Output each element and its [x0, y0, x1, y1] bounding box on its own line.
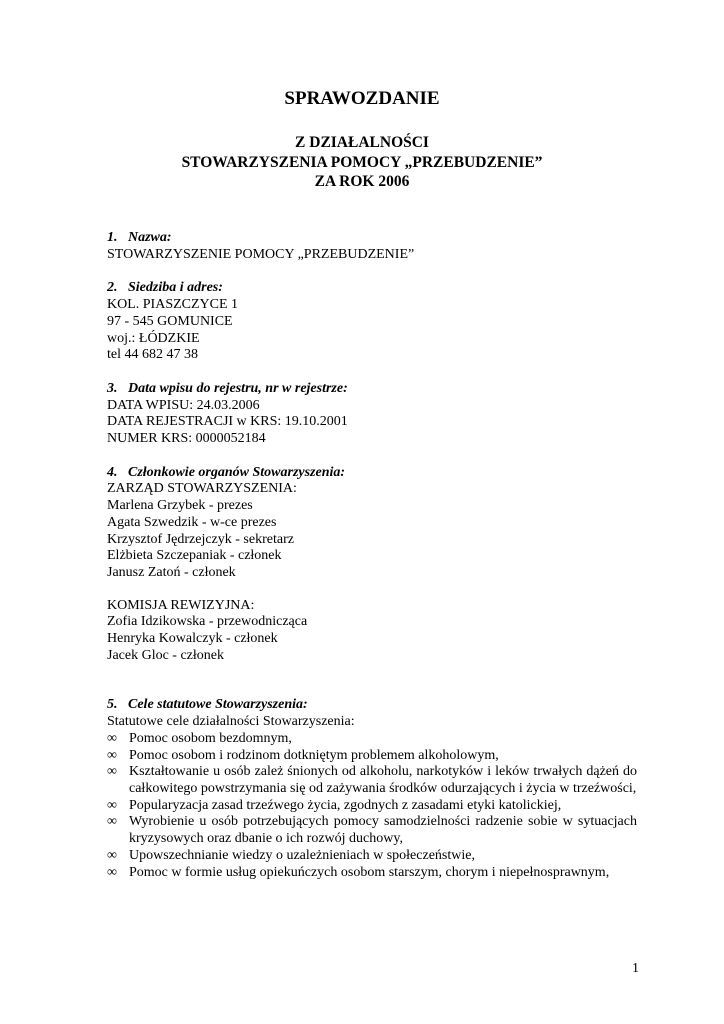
subtitle-line: ZA ROK 2006	[314, 173, 410, 190]
section-line: 97 - 545 GOMUNICE	[107, 313, 233, 329]
section-line: KOL. PIASZCZYCE 1	[107, 297, 239, 313]
board-member: Janusz Zatoń - członek	[107, 564, 236, 580]
section-line: DATA WPISU: 24.03.2006	[107, 397, 260, 413]
section-line: DATA REJESTRACJI w KRS: 19.10.2001	[107, 414, 348, 430]
document-body	[107, 230, 637, 881]
section-name	[107, 230, 637, 263]
infinity-bullet-icon: ∞	[107, 814, 117, 830]
goals-intro: Statutowe cele działalności Stowarzyszenia:	[107, 714, 355, 730]
section-address	[107, 280, 637, 364]
subtitle-line: Z DZIAŁALNOŚCI	[295, 134, 429, 151]
section-heading	[107, 697, 637, 714]
section-registry	[107, 381, 637, 448]
list-item	[107, 764, 637, 797]
goal-text: Wyrobienie u osób potrzebujących pomocy samodzielności radzenie sobie w sytuacjach kryzysowych oraz dbanie o ich rozwój duchowy,	[129, 814, 637, 847]
infinity-bullet-icon: ∞	[107, 797, 117, 813]
section-title: Członkowie organów Stowarzyszenia:	[128, 464, 346, 480]
section-heading	[107, 280, 637, 297]
section-line: STOWARZYSZENIE POMOCY „PRZEBUDZENIE”	[107, 246, 415, 262]
audit-member: Jacek Gloc - członek	[107, 647, 224, 663]
board-member: Elżbieta Szczepaniak - członek	[107, 548, 282, 564]
section-title: Nazwa:	[128, 230, 172, 245]
section-goals	[107, 697, 637, 881]
list-item	[107, 865, 637, 882]
goals-list	[107, 731, 637, 881]
section-number: 1.	[107, 230, 118, 245]
infinity-bullet-icon: ∞	[107, 747, 117, 763]
section-title: Data wpisu do rejestru, nr w rejestrze:	[128, 380, 348, 396]
goal-text: Upowszechnianie wiedzy o uzależnieniach w społeczeństwie,	[129, 847, 475, 863]
audit-member: Zofia Idzikowska - przewodnicząca	[107, 614, 308, 630]
section-title: Siedziba i adres:	[128, 280, 223, 296]
goal-text: Pomoc osobom i rodzinom dotkniętym problemem alkoholowym,	[129, 747, 499, 763]
infinity-bullet-icon: ∞	[107, 730, 117, 746]
section-heading	[107, 230, 637, 247]
goal-text: Pomoc w formie usług opiekuńczych osobom starszym, chorym i niepełnosprawnym,	[129, 864, 610, 880]
board-member: Krzysztof Jędrzejczyk - sekretarz	[107, 531, 294, 547]
subtitle-line: STOWARZYSZENIA POMOCY „PRZEBUDZENIE”	[181, 153, 543, 171]
section-number: 5.	[107, 697, 118, 713]
section-title: Cele statutowe Stowarzyszenia:	[128, 697, 308, 713]
goal-text: Pomoc osobom bezdomnym,	[129, 730, 292, 746]
section-heading	[107, 465, 637, 482]
document-title: SPRAWOZDANIE	[284, 88, 440, 109]
list-item	[107, 731, 637, 748]
document-subtitle	[0, 133, 724, 192]
section-members	[107, 465, 637, 665]
section-line: tel 44 682 47 38	[107, 347, 198, 363]
list-item	[107, 798, 637, 815]
board-member: Agata Szwedzik - w-ce prezes	[107, 514, 277, 530]
goal-text: Kształtowanie u osób zależ śnionych od alkoholu, narkotyków i leków trwałych dążeń do całkowitego powstrzymania się od zażywania środków odurzających i życia w trzeźwości,	[129, 764, 637, 796]
infinity-bullet-icon: ∞	[107, 764, 117, 780]
list-item	[107, 748, 637, 765]
board-title: ZARZĄD STOWARZYSZENIA:	[107, 481, 297, 497]
section-heading	[107, 381, 637, 398]
board-member: Marlena Grzybek - prezes	[107, 498, 253, 514]
audit-title: KOMISJA REWIZYJNA:	[107, 597, 255, 613]
list-item	[107, 848, 637, 865]
section-number: 3.	[107, 380, 118, 396]
section-line: NUMER KRS: 0000052184	[107, 431, 266, 447]
section-number: 4.	[107, 464, 118, 480]
audit-member: Henryka Kowalczyk - członek	[107, 631, 278, 647]
infinity-bullet-icon: ∞	[107, 847, 117, 863]
page-number: 1	[632, 961, 639, 976]
infinity-bullet-icon: ∞	[107, 864, 117, 880]
section-line: woj.: ŁÓDZKIE	[107, 330, 200, 346]
goal-text: Popularyzacja zasad trzeźwego życia, zgodnych z zasadami etyki katolickiej,	[129, 797, 562, 813]
section-number: 2.	[107, 280, 118, 296]
list-item	[107, 814, 637, 847]
